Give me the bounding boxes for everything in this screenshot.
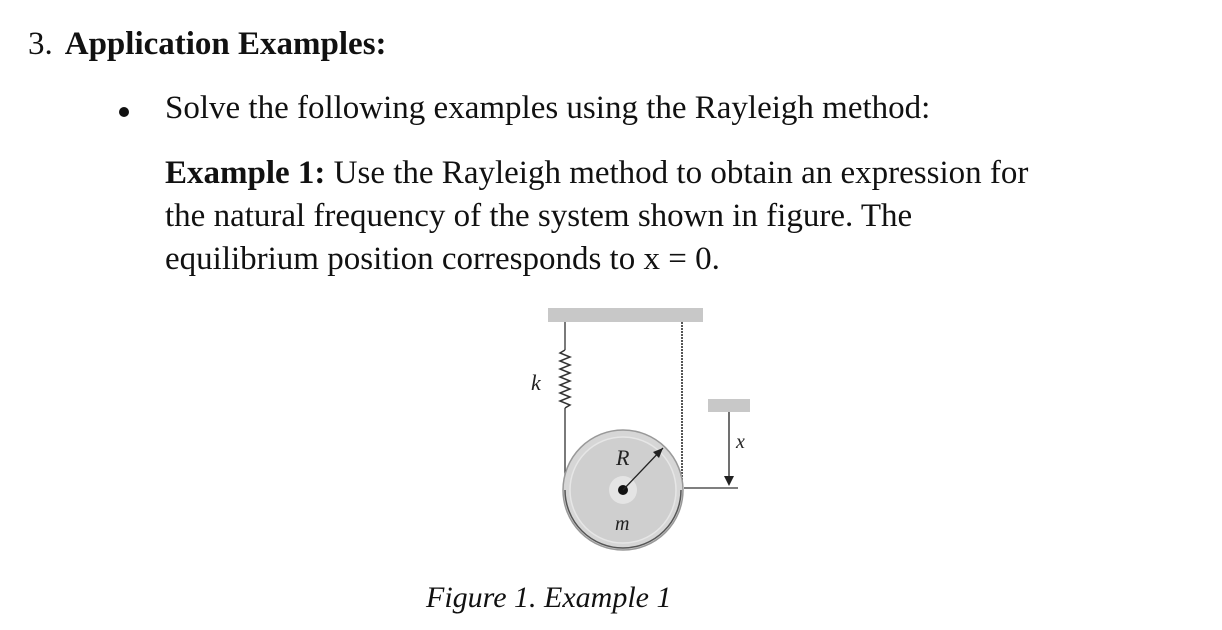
- spring-label: k: [531, 370, 541, 395]
- pulley-figure: [520, 300, 770, 560]
- bullet-dot-icon: [119, 107, 129, 117]
- example-paragraph: [165, 152, 1165, 281]
- figure-caption: Figure 1. Example 1: [426, 581, 672, 614]
- ceiling-support: [548, 308, 703, 322]
- section-number: 3.: [28, 26, 53, 62]
- example-line-3: equilibrium position corresponds to x = 0.: [165, 241, 720, 277]
- displacement-label: x: [736, 431, 745, 453]
- example-line-1: [165, 152, 1165, 195]
- section-heading: [28, 24, 387, 64]
- example-line-1-text: Use the Rayleigh method to obtain an expression for: [325, 155, 1029, 191]
- displacement-arrowhead-icon: [724, 476, 734, 486]
- pulley-diagram: [520, 300, 770, 560]
- mass-label: m: [615, 513, 630, 535]
- spring-coil: [560, 350, 570, 408]
- radius-label: R: [616, 445, 630, 470]
- example-line-2: the natural frequency of the system shown in figure. The: [165, 198, 913, 234]
- reference-bar: [708, 399, 750, 412]
- section-title: Application Examples:: [64, 26, 387, 62]
- example-label: Example 1:: [165, 155, 326, 191]
- bullet-text: Solve the following examples using the Rayleigh method:: [165, 90, 931, 126]
